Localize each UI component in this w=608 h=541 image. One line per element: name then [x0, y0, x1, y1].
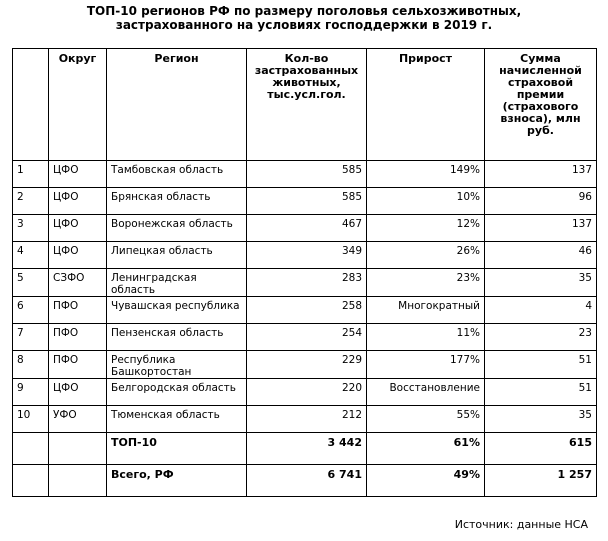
cell-premium: 137 [485, 161, 597, 188]
cell-count: 585 [247, 188, 367, 215]
cell-growth: 55% [367, 406, 485, 433]
cell-okrug: ПФО [49, 324, 107, 351]
cell-region: Воронежская область [107, 215, 247, 242]
table-row [13, 379, 597, 406]
cell-okrug [49, 433, 107, 465]
summary-growth: 61% [367, 433, 485, 465]
header-growth: Прирост [367, 49, 485, 161]
cell-premium: 35 [485, 406, 597, 433]
cell-premium: 96 [485, 188, 597, 215]
cell-okrug: ПФО [49, 351, 107, 379]
cell-okrug: ЦФО [49, 188, 107, 215]
cell-num [13, 433, 49, 465]
cell-okrug: СЗФО [49, 269, 107, 297]
summary-label: ТОП-10 [107, 433, 247, 465]
cell-count: 283 [247, 269, 367, 297]
table-row [13, 351, 597, 379]
header-count: Кол-во застрахованных животных, тыс.усл.гол. [247, 49, 367, 161]
table-row [13, 215, 597, 242]
table-row [13, 269, 597, 297]
cell-region: Ленинградская область [107, 269, 247, 297]
cell-region: Тюменская область [107, 406, 247, 433]
cell-num: 10 [13, 406, 49, 433]
table-row [13, 161, 597, 188]
table-row [13, 188, 597, 215]
cell-region: Белгородская область [107, 379, 247, 406]
cell-premium: 4 [485, 297, 597, 324]
table-row [13, 297, 597, 324]
cell-premium: 23 [485, 324, 597, 351]
header-premium: Сумма начисленной страховой премии (страхового взноса), млн руб. [485, 49, 597, 161]
cell-count: 467 [247, 215, 367, 242]
cell-region: Брянская область [107, 188, 247, 215]
summary-premium: 1 257 [485, 465, 597, 497]
cell-growth: 12% [367, 215, 485, 242]
header-row [13, 49, 597, 161]
table-row [13, 242, 597, 269]
summary-row-top10 [13, 433, 597, 465]
summary-count: 6 741 [247, 465, 367, 497]
cell-num: 9 [13, 379, 49, 406]
cell-growth: Восстановление [367, 379, 485, 406]
cell-count: 220 [247, 379, 367, 406]
cell-num [13, 465, 49, 497]
cell-num: 2 [13, 188, 49, 215]
summary-premium: 615 [485, 433, 597, 465]
cell-growth: 149% [367, 161, 485, 188]
cell-growth: 23% [367, 269, 485, 297]
cell-num: 5 [13, 269, 49, 297]
summary-count: 3 442 [247, 433, 367, 465]
cell-region: Республика Башкортостан [107, 351, 247, 379]
summary-row-total [13, 465, 597, 497]
cell-okrug: ЦФО [49, 215, 107, 242]
cell-num: 4 [13, 242, 49, 269]
cell-premium: 46 [485, 242, 597, 269]
cell-growth: 11% [367, 324, 485, 351]
cell-okrug [49, 465, 107, 497]
header-num [13, 49, 49, 161]
header-okrug: Округ [49, 49, 107, 161]
regions-table [12, 48, 597, 497]
cell-premium: 51 [485, 351, 597, 379]
cell-num: 7 [13, 324, 49, 351]
cell-region: Чувашская республика [107, 297, 247, 324]
cell-count: 212 [247, 406, 367, 433]
cell-region: Пензенская область [107, 324, 247, 351]
cell-count: 585 [247, 161, 367, 188]
header-region: Регион [107, 49, 247, 161]
cell-count: 254 [247, 324, 367, 351]
cell-region: Липецкая область [107, 242, 247, 269]
cell-num: 8 [13, 351, 49, 379]
cell-region: Тамбовская область [107, 161, 247, 188]
document-title [0, 4, 608, 32]
cell-premium: 35 [485, 269, 597, 297]
cell-count: 229 [247, 351, 367, 379]
cell-growth: 26% [367, 242, 485, 269]
cell-okrug: ЦФО [49, 242, 107, 269]
source-note: Источник: данные НСА [454, 518, 588, 531]
cell-okrug: УФО [49, 406, 107, 433]
cell-growth: Многократный [367, 297, 485, 324]
cell-num: 3 [13, 215, 49, 242]
cell-count: 349 [247, 242, 367, 269]
title-line-1: ТОП-10 регионов РФ по размеру поголовья сельхозживотных, [86, 4, 522, 18]
cell-premium: 51 [485, 379, 597, 406]
cell-growth: 177% [367, 351, 485, 379]
cell-num: 1 [13, 161, 49, 188]
cell-count: 258 [247, 297, 367, 324]
cell-okrug: ЦФО [49, 161, 107, 188]
cell-growth: 10% [367, 188, 485, 215]
summary-growth: 49% [367, 465, 485, 497]
cell-num: 6 [13, 297, 49, 324]
table-row [13, 406, 597, 433]
cell-premium: 137 [485, 215, 597, 242]
summary-label: Всего, РФ [107, 465, 247, 497]
title-line-2: застрахованного на условиях господдержки в 2019 г. [115, 18, 493, 32]
cell-okrug: ЦФО [49, 379, 107, 406]
cell-okrug: ПФО [49, 297, 107, 324]
table-row [13, 324, 597, 351]
